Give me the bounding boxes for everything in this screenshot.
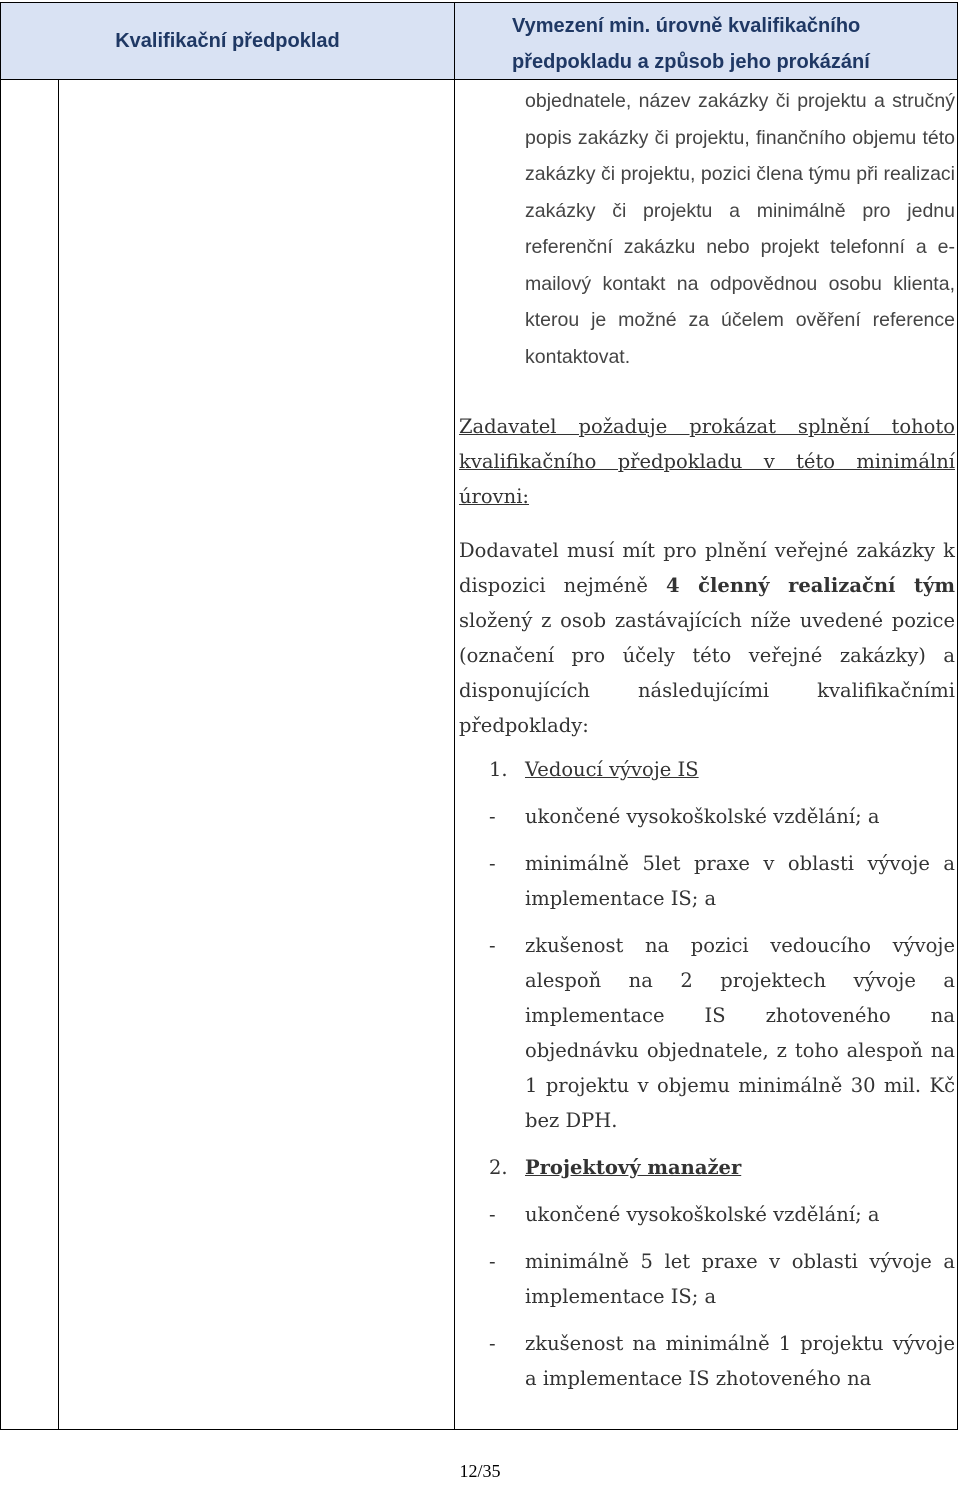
reference-text: objednatele, název zakázky či projektu a stručný popis zakázky či projektu, finančního objemu této zakázky či projektu, pozici člena týmu při realizaci zakázky či projektu a minimálně pro jednu referenční zakázku nebo projekt telefonní a e-mailový kontakt na odpovědnou osobu klienta, kterou je možné za účelem ověření reference kontaktovat. xyxy=(525,90,955,368)
team-paragraph xyxy=(459,533,955,743)
role-title: Projektový manažer xyxy=(525,1156,742,1179)
list-item-text: minimálně 5let praxe v oblasti vývoje a implementace IS; a xyxy=(525,852,955,910)
table-header xyxy=(1,3,957,80)
team-paragraph-start: Dodavatel musí mít pro plnění veřejné zakázky k dispozici nejméně xyxy=(459,539,955,597)
list-item-text: zkušenost na minimálně 1 projektu vývoje a implementace IS zhotoveného na xyxy=(525,1332,955,1390)
list-item-text: ukončené vysokoškolské vzdělání; a xyxy=(525,805,880,828)
role-number: 2. xyxy=(489,1156,508,1179)
role-heading xyxy=(459,1150,955,1185)
list-dash: - xyxy=(489,1332,496,1355)
list-item-text: minimálně 5 let praxe v oblasti vývoje a implementace IS; a xyxy=(525,1250,955,1308)
requirement-heading: Zadavatel požaduje prokázat splnění tohoto kvalifikačního předpokladu v této minimální úrovni: xyxy=(459,415,955,508)
list-dash: - xyxy=(489,852,496,875)
requirements-table xyxy=(0,2,958,1430)
team-size: 4 členný realizační tým xyxy=(665,574,956,597)
list-item xyxy=(459,846,955,916)
list-item-text: ukončené vysokoškolské vzdělání; a xyxy=(525,1203,880,1226)
definition-cell xyxy=(459,79,955,1396)
role-heading xyxy=(459,752,955,787)
list-item xyxy=(459,799,955,834)
column-divider xyxy=(58,79,59,1429)
list-dash: - xyxy=(489,805,496,828)
header-definition: Vymezení min. úrovně kvalifikačního předpokladu a způsob jeho prokázání xyxy=(512,15,870,73)
team-paragraph-end: složený z osob zastávajících níže uvedené pozice (označení pro účely této veřejné zakázky) a disponujících následujícími kvalifikačními předpoklady: xyxy=(459,609,955,737)
list-dash: - xyxy=(489,934,496,957)
list-item xyxy=(459,928,955,1138)
page-number: 12/35 xyxy=(459,1461,501,1481)
header-qualification: Kvalifikační předpoklad xyxy=(115,29,340,52)
list-item xyxy=(459,1197,955,1232)
role-number: 1. xyxy=(489,758,508,781)
list-item xyxy=(459,1244,955,1314)
role-title: Vedoucí vývoje IS xyxy=(525,758,699,781)
list-item xyxy=(459,1326,955,1396)
list-item-text: zkušenost na pozici vedoucího vývoje alespoň na 2 projektech vývoje a implementace IS zhotoveného na objednávku objednatele, z toho alespoň na 1 projektu v objemu minimálně 30 mil. Kč bez DPH. xyxy=(525,934,955,1132)
list-dash: - xyxy=(489,1203,496,1226)
list-dash: - xyxy=(489,1250,496,1273)
column-divider xyxy=(454,3,455,1429)
